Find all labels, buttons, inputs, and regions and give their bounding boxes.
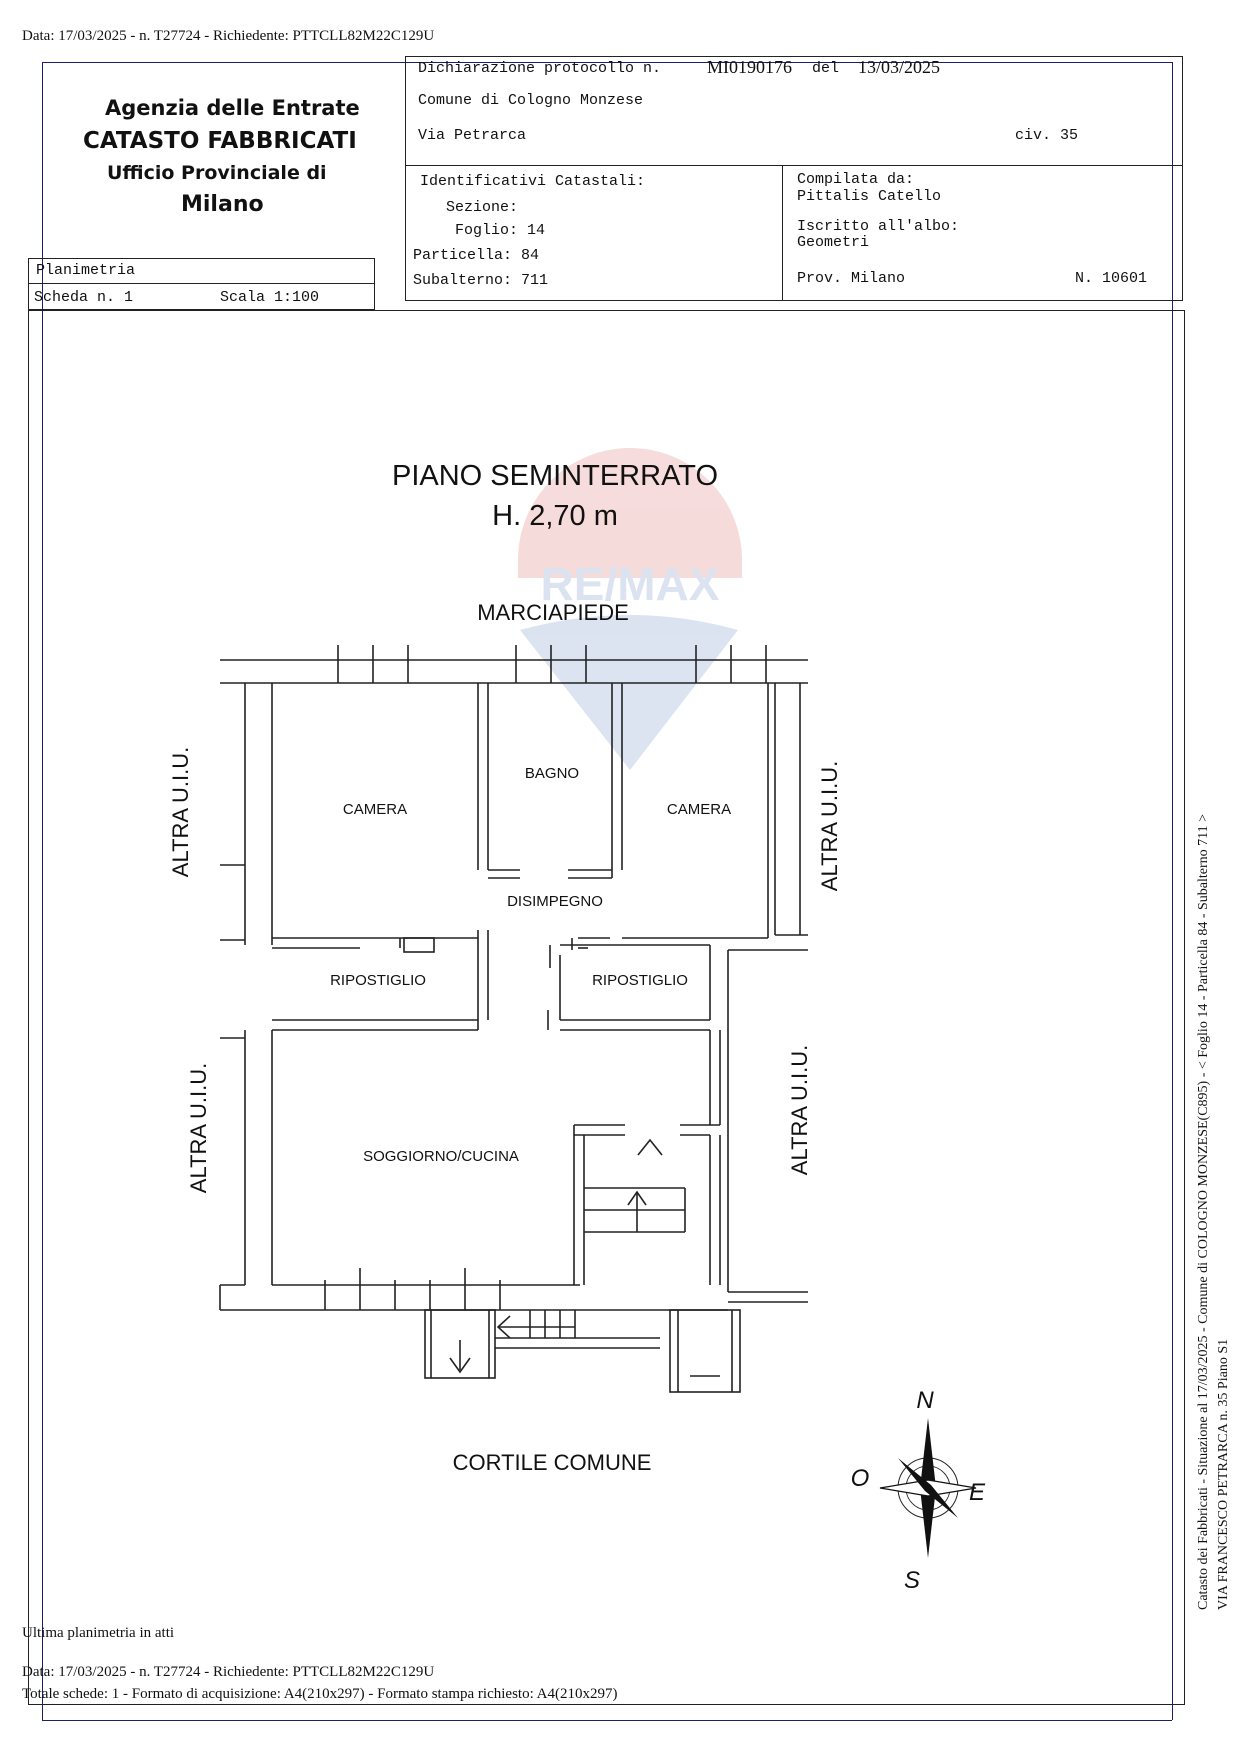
- numero-label: N. 10601: [1075, 270, 1148, 287]
- room-soggiorno: SOGGIORNO/CUCINA: [363, 1148, 519, 1165]
- room-camera-left: CAMERA: [342, 801, 408, 818]
- planimetria-label: Planimetria: [36, 262, 136, 279]
- footer-request-line: Data: 17/03/2025 - n. T27724 - Richiedente: PTTCLL82M22C129U: [22, 1664, 435, 1680]
- room-ripostiglio-right: RIPOSTIGLIO: [592, 972, 688, 989]
- albo-label: Geometri: [797, 234, 870, 251]
- altra-uiu-upper-left: ALTRA U.I.U.: [168, 746, 193, 878]
- room-disimpegno: DISIMPEGNO: [507, 893, 603, 910]
- prov-label: Prov. Milano: [797, 270, 906, 287]
- comune-label: Comune di Cologno Monzese: [418, 92, 644, 109]
- ultima-planimetria: Ultima planimetria in atti: [22, 1625, 175, 1641]
- subalterno-label: Subalterno: 711: [413, 272, 549, 289]
- altra-uiu-lower-left: ALTRA U.I.U.: [186, 1062, 211, 1194]
- room-camera-right: CAMERA: [666, 801, 732, 818]
- altra-uiu-lower-right: ALTRA U.I.U.: [787, 1044, 812, 1176]
- header-request-line: Data: 17/03/2025 - n. T27724 - Richiedente: PTTCLL82M22C129U: [22, 28, 435, 44]
- agency-name: Agenzia delle Entrate: [105, 96, 360, 120]
- compass-east: E: [968, 1479, 986, 1506]
- compilata-label: Compilata da:: [797, 171, 915, 188]
- sezione-label: Sezione:: [446, 199, 519, 216]
- compass-north: N: [916, 1387, 934, 1414]
- iscritto-label: Iscritto all'albo:: [797, 218, 960, 235]
- protocol-label: Dichiarazione protocollo n.: [418, 60, 662, 77]
- compilata-name: Pittalis Catello: [797, 188, 942, 205]
- scala-label: Scala 1:100: [220, 289, 320, 306]
- particella-label: Particella: 84: [413, 247, 540, 264]
- footer-totale-schede: Totale schede: 1 - Formato di acquisizione: A4(210x297) - Formato stampa richiesto: A4(210x297): [22, 1686, 618, 1702]
- compass-south: S: [903, 1567, 921, 1594]
- altra-uiu-upper-right: ALTRA U.I.U.: [817, 760, 842, 892]
- plan-title: PIANO SEMINTERRATO: [391, 460, 719, 492]
- agency-city: Milano: [181, 192, 264, 217]
- compass-west: O: [850, 1465, 870, 1492]
- remax-watermark-text: RE/MAX: [540, 558, 720, 610]
- room-bagno: BAGNO: [524, 765, 580, 782]
- agency-ufficio: Ufficio Provinciale di: [107, 162, 327, 184]
- street-label: MARCIAPIEDE: [477, 600, 629, 625]
- identificativi-title: Identificativi Catastali:: [420, 173, 646, 190]
- side-text-line2: VIA FRANCESCO PETRARCA n. 35 Piano S1: [1216, 1338, 1231, 1610]
- scheda-label: Scheda n. 1: [34, 289, 134, 306]
- plan-height: H. 2,70 m: [492, 500, 618, 532]
- foglio-label: Foglio: 14: [455, 222, 546, 239]
- agency-catasto: CATASTO FABBRICATI: [83, 128, 357, 154]
- courtyard-label: CORTILE COMUNE: [452, 1450, 652, 1475]
- side-text-line1: Catasto dei Fabbricati - Situazione al 17/03/2025 - Comune di COLOGNO MONZESE(C895) - < Foglio 14 - Particella 84 - Subalterno 711 >: [1196, 813, 1211, 1610]
- protocol-date: 13/03/2025: [858, 57, 941, 77]
- civ-label: civ. 35: [1015, 127, 1079, 144]
- compass-rose: [851, 1387, 986, 1594]
- protocol-number: MI0190176: [707, 57, 792, 77]
- via-label: Via Petrarca: [418, 127, 527, 144]
- protocol-del: del: [812, 60, 840, 77]
- room-ripostiglio-left: RIPOSTIGLIO: [330, 972, 426, 989]
